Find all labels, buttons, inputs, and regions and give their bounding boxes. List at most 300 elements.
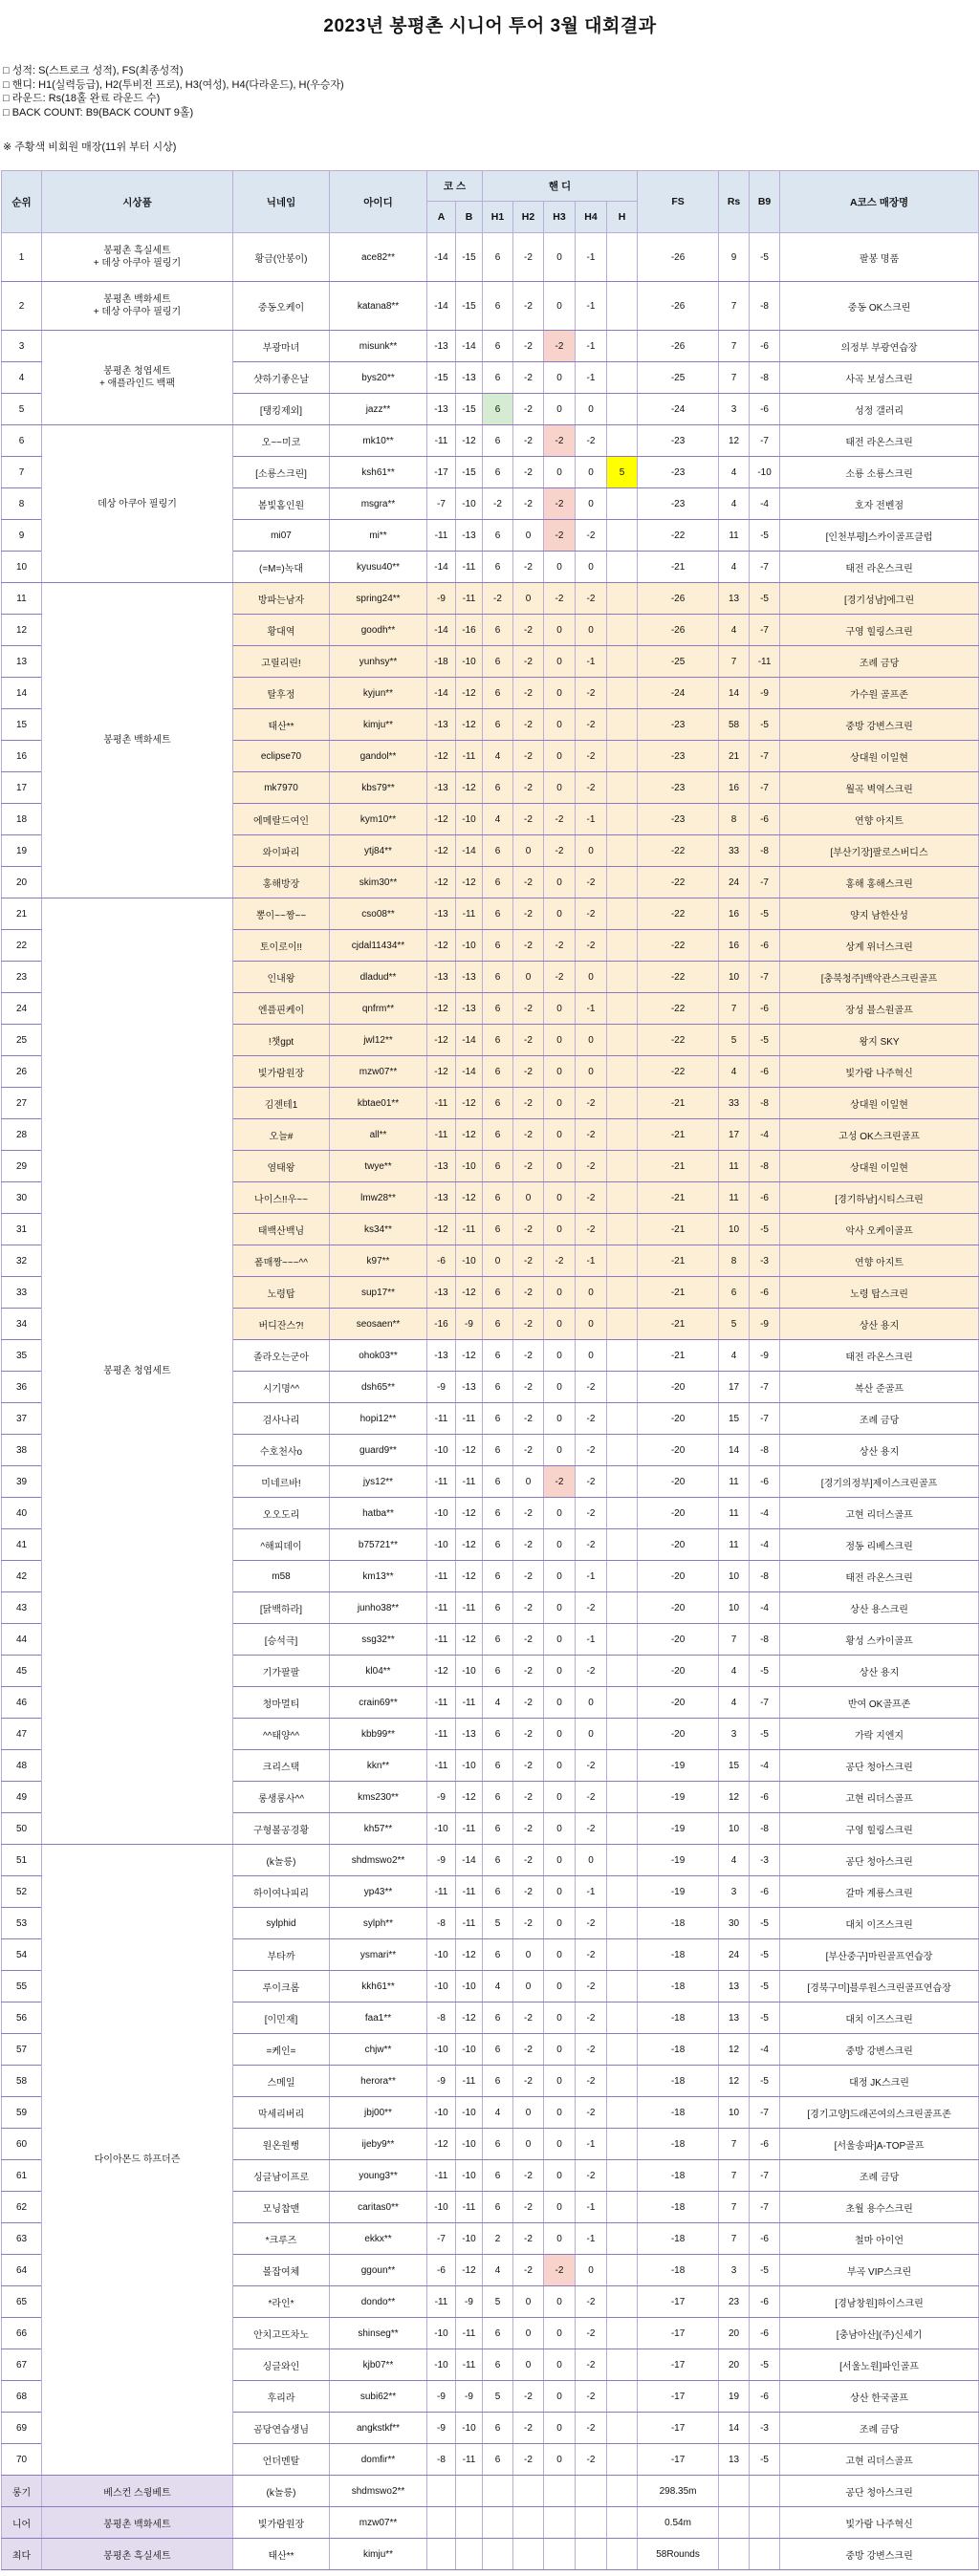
store-cell: 상산 용지 — [780, 1435, 979, 1466]
handicap-h1-cell: 6 — [483, 2192, 513, 2223]
handicap-h4-cell: -2 — [576, 1435, 607, 1466]
course-b-cell: -13 — [456, 1372, 483, 1403]
id-cell: herora** — [330, 2066, 427, 2097]
rs-cell: 4 — [719, 1656, 750, 1687]
store-cell: 황성 스카이골프 — [780, 1624, 979, 1656]
course-b-cell: -11 — [456, 898, 483, 930]
b9-cell: -6 — [750, 1466, 780, 1498]
handicap-h3-cell: 0 — [544, 2381, 576, 2413]
rank-cell: 55 — [2, 1971, 42, 2002]
rank-cell: 66 — [2, 2318, 42, 2349]
id-cell: kym10** — [330, 804, 427, 835]
header-rs: Rs — [719, 171, 750, 233]
id-cell: sylph** — [330, 1908, 427, 1939]
id-cell: jys12** — [330, 1466, 427, 1498]
header-h3: H3 — [544, 202, 576, 233]
handicap-h2-cell: 0 — [513, 1182, 544, 1214]
course-b-cell: -10 — [456, 2129, 483, 2160]
nickname-cell: 황금(안봉이) — [233, 233, 330, 282]
course-b-cell: -11 — [456, 1813, 483, 1845]
handicap-h-cell — [607, 425, 638, 457]
handicap-h2-cell: -2 — [513, 1151, 544, 1182]
course-a-cell: -6 — [427, 2255, 456, 2286]
course-b-cell: -12 — [456, 1561, 483, 1592]
prize-cell: 봉평촌 흑실세트 — [42, 2539, 233, 2570]
course-b-cell — [456, 2507, 483, 2539]
table-row — [2, 331, 979, 362]
store-cell: 조례 금당 — [780, 1403, 979, 1435]
handicap-h2-cell: -2 — [513, 2192, 544, 2223]
handicap-h3-cell: 0 — [544, 362, 576, 394]
handicap-h4-cell: -1 — [576, 993, 607, 1025]
handicap-h-cell — [607, 1025, 638, 1056]
course-b-cell — [456, 2476, 483, 2507]
handicap-h4-cell: -2 — [576, 898, 607, 930]
handicap-h1-cell: 6 — [483, 898, 513, 930]
course-b-cell: -10 — [456, 2097, 483, 2129]
course-b-cell: -12 — [456, 709, 483, 741]
handicap-h2-cell: -2 — [513, 1876, 544, 1908]
nonmember-note: ※ 주황색 비회원 매장(11위 부터 시상) — [3, 141, 177, 153]
handicap-h-cell — [607, 1403, 638, 1435]
handicap-h4-cell: -2 — [576, 2413, 607, 2444]
handicap-h-cell — [607, 2413, 638, 2444]
handicap-h4-cell: -2 — [576, 1592, 607, 1624]
course-b-cell: -11 — [456, 2192, 483, 2223]
id-cell: ijeby9** — [330, 2129, 427, 2160]
course-b-cell: -9 — [456, 2286, 483, 2318]
b9-cell: -3 — [750, 2413, 780, 2444]
rs-cell: 10 — [719, 1214, 750, 1245]
course-b-cell — [456, 2539, 483, 2570]
store-cell: 구영 힐링스크린 — [780, 615, 979, 646]
handicap-h4-cell: -2 — [576, 2160, 607, 2192]
handicap-h1-cell — [483, 2539, 513, 2570]
b9-cell: -6 — [750, 331, 780, 362]
rs-cell: 7 — [719, 2160, 750, 2192]
course-a-cell: -14 — [427, 552, 456, 583]
rs-cell: 19 — [719, 2381, 750, 2413]
handicap-h2-cell: -2 — [513, 898, 544, 930]
id-cell: young3** — [330, 2160, 427, 2192]
fs-cell: -23 — [638, 772, 719, 804]
handicap-h2-cell: -2 — [513, 425, 544, 457]
rs-cell: 30 — [719, 1908, 750, 1939]
handicap-h-cell — [607, 2381, 638, 2413]
nickname-cell: ^^태양^^ — [233, 1719, 330, 1750]
course-a-cell: -10 — [427, 2349, 456, 2381]
handicap-h3-cell: 0 — [544, 1656, 576, 1687]
course-a-cell — [427, 2507, 456, 2539]
id-cell: twye** — [330, 1151, 427, 1182]
nickname-cell: 태산** — [233, 709, 330, 741]
fs-cell: -20 — [638, 1498, 719, 1529]
rs-cell: 3 — [719, 394, 750, 425]
handicap-h-cell — [607, 2318, 638, 2349]
rs-cell: 4 — [719, 615, 750, 646]
fs-cell: -22 — [638, 1056, 719, 1088]
rs-cell: 3 — [719, 2255, 750, 2286]
nickname-cell: ^해피데이 — [233, 1529, 330, 1561]
fs-cell: -17 — [638, 2444, 719, 2476]
handicap-h2-cell: -2 — [513, 1119, 544, 1151]
id-cell: jbj00** — [330, 2097, 427, 2129]
course-a-cell: -10 — [427, 2034, 456, 2066]
nickname-cell: 부타까 — [233, 1939, 330, 1971]
store-cell: 상대원 이일현 — [780, 1088, 979, 1119]
course-b-cell: -10 — [456, 804, 483, 835]
id-cell: kkh61** — [330, 1971, 427, 2002]
store-cell: 연향 아지트 — [780, 804, 979, 835]
handicap-h4-cell: 0 — [576, 1719, 607, 1750]
handicap-h1-cell: 6 — [483, 1782, 513, 1813]
handicap-h2-cell: 0 — [513, 835, 544, 867]
nickname-cell: 졸라오는군아 — [233, 1340, 330, 1372]
handicap-h2-cell: -2 — [513, 362, 544, 394]
course-a-cell: -11 — [427, 1088, 456, 1119]
id-cell: kbs79** — [330, 772, 427, 804]
nickname-cell: 모닝찹맨 — [233, 2192, 330, 2223]
handicap-h4-cell: -2 — [576, 2381, 607, 2413]
prize-line: 데상 아쿠아 필링기 — [98, 498, 177, 509]
rs-cell: 6 — [719, 1277, 750, 1309]
course-b-cell: -14 — [456, 1025, 483, 1056]
handicap-h2-cell: -2 — [513, 2413, 544, 2444]
handicap-h1-cell: 6 — [483, 772, 513, 804]
rank-cell: 60 — [2, 2129, 42, 2160]
handicap-h1-cell: -2 — [483, 583, 513, 615]
b9-cell: -7 — [750, 615, 780, 646]
b9-cell: -4 — [750, 1592, 780, 1624]
fs-cell: -23 — [638, 804, 719, 835]
course-a-cell: -11 — [427, 2286, 456, 2318]
rank-cell: 13 — [2, 646, 42, 678]
fs-cell: -22 — [638, 898, 719, 930]
fs-cell: -23 — [638, 425, 719, 457]
nickname-cell: *크루즈 — [233, 2223, 330, 2255]
course-a-cell: -9 — [427, 583, 456, 615]
handicap-h-cell — [607, 2539, 638, 2570]
handicap-h1-cell: 5 — [483, 2381, 513, 2413]
id-cell: hopi12** — [330, 1403, 427, 1435]
handicap-h4-cell: -2 — [576, 1908, 607, 1939]
handicap-h2-cell: -2 — [513, 2444, 544, 2476]
handicap-h-cell — [607, 362, 638, 394]
rank-cell: 53 — [2, 1908, 42, 1939]
handicap-h4-cell: -2 — [576, 2286, 607, 2318]
nickname-cell: (k놀릉) — [233, 2476, 330, 2507]
handicap-h4-cell: -2 — [576, 2318, 607, 2349]
handicap-h4-cell: -2 — [576, 1151, 607, 1182]
rs-cell: 7 — [719, 282, 750, 331]
handicap-h3-cell — [544, 2507, 576, 2539]
rank-cell: 67 — [2, 2349, 42, 2381]
rs-cell: 12 — [719, 2066, 750, 2097]
fs-cell: -21 — [638, 1151, 719, 1182]
handicap-h-cell — [607, 2507, 638, 2539]
fs-cell: -21 — [638, 1088, 719, 1119]
b9-cell: -5 — [750, 1025, 780, 1056]
b9-cell: -5 — [750, 2349, 780, 2381]
b9-cell: -6 — [750, 2286, 780, 2318]
handicap-h4-cell: -1 — [576, 2192, 607, 2223]
rs-cell: 12 — [719, 2034, 750, 2066]
b9-cell — [750, 2476, 780, 2507]
rank-cell: 48 — [2, 1750, 42, 1782]
handicap-h4-cell: -1 — [576, 646, 607, 678]
course-b-cell: -14 — [456, 1056, 483, 1088]
id-cell: subi62** — [330, 2381, 427, 2413]
nickname-cell: 부광마녀 — [233, 331, 330, 362]
fs-cell: -20 — [638, 1372, 719, 1403]
handicap-h-cell — [607, 1498, 638, 1529]
b9-cell: -9 — [750, 1340, 780, 1372]
fs-cell: -21 — [638, 1214, 719, 1245]
course-a-cell: -10 — [427, 2318, 456, 2349]
store-cell: 홍해 홍해스크린 — [780, 867, 979, 898]
store-cell: 철마 아이언 — [780, 2223, 979, 2255]
fs-cell: -26 — [638, 583, 719, 615]
id-cell: seosaen** — [330, 1309, 427, 1340]
rank-cell: 22 — [2, 930, 42, 962]
nickname-cell: eclipse70 — [233, 741, 330, 772]
id-cell: kimju** — [330, 2539, 427, 2570]
id-cell: lmw28** — [330, 1182, 427, 1214]
handicap-h1-cell: 6 — [483, 457, 513, 488]
handicap-h3-cell: 0 — [544, 1971, 576, 2002]
rs-cell: 3 — [719, 1719, 750, 1750]
course-b-cell: -14 — [456, 331, 483, 362]
handicap-h-cell: 5 — [607, 457, 638, 488]
fs-cell: -20 — [638, 1624, 719, 1656]
handicap-h2-cell: -2 — [513, 457, 544, 488]
b9-cell: -7 — [750, 772, 780, 804]
handicap-h1-cell: 6 — [483, 331, 513, 362]
prize-cell — [42, 583, 233, 898]
handicap-h2-cell: -2 — [513, 1403, 544, 1435]
id-cell: jazz** — [330, 394, 427, 425]
rank-cell: 61 — [2, 2160, 42, 2192]
b9-cell: -4 — [750, 1529, 780, 1561]
rank-cell: 39 — [2, 1466, 42, 1498]
b9-cell: -8 — [750, 362, 780, 394]
handicap-h3-cell: 0 — [544, 2286, 576, 2318]
handicap-h2-cell: -2 — [513, 615, 544, 646]
id-cell: ekkx** — [330, 2223, 427, 2255]
b9-cell: -4 — [750, 1750, 780, 1782]
rank-cell: 38 — [2, 1435, 42, 1466]
id-cell: mi** — [330, 520, 427, 552]
store-cell: 사곡 보성스크린 — [780, 362, 979, 394]
store-cell: 빛가람 나주혁신 — [780, 1056, 979, 1088]
store-cell: 대치 이즈스크린 — [780, 1908, 979, 1939]
rs-cell: 7 — [719, 2192, 750, 2223]
nickname-cell: 염태왕 — [233, 1151, 330, 1182]
course-b-cell: -13 — [456, 962, 483, 993]
course-b-cell: -11 — [456, 2066, 483, 2097]
b9-cell: -7 — [750, 1687, 780, 1719]
handicap-h-cell — [607, 2476, 638, 2507]
handicap-h1-cell: 6 — [483, 2129, 513, 2160]
b9-cell: -7 — [750, 741, 780, 772]
b9-cell: -5 — [750, 898, 780, 930]
nickname-cell: sylphid — [233, 1908, 330, 1939]
handicap-h4-cell: -1 — [576, 362, 607, 394]
course-a-cell: -11 — [427, 1592, 456, 1624]
store-cell: 장성 블스원골프 — [780, 993, 979, 1025]
b9-cell: -3 — [750, 1845, 780, 1876]
handicap-h3-cell: 0 — [544, 741, 576, 772]
handicap-h2-cell: -2 — [513, 709, 544, 741]
store-cell: 고성 OK스크린골프 — [780, 1119, 979, 1151]
fs-cell: -22 — [638, 520, 719, 552]
rs-cell: 13 — [719, 2444, 750, 2476]
course-b-cell: -15 — [456, 394, 483, 425]
handicap-h1-cell: 4 — [483, 741, 513, 772]
handicap-h-cell — [607, 1971, 638, 2002]
store-cell: 공단 청아스크린 — [780, 1845, 979, 1876]
handicap-h-cell — [607, 1119, 638, 1151]
handicap-h-cell — [607, 2002, 638, 2034]
course-b-cell: -11 — [456, 1403, 483, 1435]
handicap-h3-cell: 0 — [544, 898, 576, 930]
handicap-h1-cell: 6 — [483, 1939, 513, 1971]
fs-cell: -18 — [638, 2129, 719, 2160]
b9-cell: -5 — [750, 1971, 780, 2002]
course-a-cell: -12 — [427, 835, 456, 867]
handicap-h4-cell: 0 — [576, 394, 607, 425]
rank-cell: 63 — [2, 2223, 42, 2255]
fs-cell: -19 — [638, 1876, 719, 1908]
rs-cell: 12 — [719, 425, 750, 457]
nickname-cell: 방파는남자 — [233, 583, 330, 615]
b9-cell: -5 — [750, 709, 780, 741]
handicap-h3-cell: 0 — [544, 1719, 576, 1750]
course-a-cell: -10 — [427, 1498, 456, 1529]
special-award-row — [2, 2476, 979, 2507]
handicap-h-cell — [607, 331, 638, 362]
handicap-h4-cell: -1 — [576, 2129, 607, 2160]
store-cell: 대정 JK스크린 — [780, 2066, 979, 2097]
store-cell: 빛가람 나주혁신 — [780, 2507, 979, 2539]
id-cell: shdmswo2** — [330, 1845, 427, 1876]
handicap-h-cell — [607, 2097, 638, 2129]
fs-cell: -23 — [638, 741, 719, 772]
store-cell: 가락 지엔지 — [780, 1719, 979, 1750]
course-b-cell: -10 — [456, 2160, 483, 2192]
handicap-h2-cell: -2 — [513, 1719, 544, 1750]
handicap-h3-cell: 0 — [544, 1340, 576, 1372]
handicap-h2-cell: -2 — [513, 646, 544, 678]
rank-cell: 24 — [2, 993, 42, 1025]
store-cell: 태전 라온스크린 — [780, 425, 979, 457]
store-cell: 고현 리더스골프 — [780, 2444, 979, 2476]
course-b-cell: -12 — [456, 2002, 483, 2034]
course-b-cell: -11 — [456, 1876, 483, 1908]
course-a-cell: -11 — [427, 1719, 456, 1750]
nickname-cell: 볼잡여체 — [233, 2255, 330, 2286]
special-award-row — [2, 2507, 979, 2539]
handicap-h1-cell: 6 — [483, 962, 513, 993]
rank-cell: 47 — [2, 1719, 42, 1750]
course-b-cell: -15 — [456, 282, 483, 331]
id-cell: angkstkf** — [330, 2413, 427, 2444]
nickname-cell: 와이파리 — [233, 835, 330, 867]
nickname-cell: 루이크롬 — [233, 1971, 330, 2002]
results-table — [1, 170, 979, 2570]
header-course-a: A — [427, 202, 456, 233]
rank-cell: 15 — [2, 709, 42, 741]
b9-cell: -5 — [750, 2444, 780, 2476]
rank-cell: 69 — [2, 2413, 42, 2444]
record-cell: 0.54m — [638, 2507, 719, 2539]
handicap-h2-cell: 0 — [513, 1971, 544, 2002]
id-cell: faa1** — [330, 2002, 427, 2034]
handicap-h-cell — [607, 1750, 638, 1782]
id-cell: ggoun** — [330, 2255, 427, 2286]
handicap-h1-cell: 6 — [483, 1214, 513, 1245]
rank-cell: 56 — [2, 2002, 42, 2034]
course-a-cell: -10 — [427, 2192, 456, 2223]
handicap-h-cell — [607, 835, 638, 867]
nickname-cell: 하이여나피리 — [233, 1876, 330, 1908]
b9-cell: -4 — [750, 2034, 780, 2066]
prize-line: + 애플라인드 백팩 — [98, 379, 176, 389]
handicap-h3-cell: 0 — [544, 394, 576, 425]
nickname-cell: 오~~미코 — [233, 425, 330, 457]
handicap-h4-cell: 0 — [576, 488, 607, 520]
award-label-cell: 최다 — [2, 2539, 42, 2570]
b9-cell: -6 — [750, 2381, 780, 2413]
rank-cell: 34 — [2, 1309, 42, 1340]
handicap-h1-cell: 4 — [483, 804, 513, 835]
nickname-cell: 막세리버리 — [233, 2097, 330, 2129]
nickname-cell: 황대역 — [233, 615, 330, 646]
id-cell: b75721** — [330, 1529, 427, 1561]
handicap-h3-cell: 0 — [544, 2129, 576, 2160]
handicap-h1-cell: 5 — [483, 2286, 513, 2318]
course-b-cell: -16 — [456, 615, 483, 646]
rank-cell: 58 — [2, 2066, 42, 2097]
id-cell: mzw07** — [330, 2507, 427, 2539]
course-b-cell: -10 — [456, 1245, 483, 1277]
rank-cell: 29 — [2, 1151, 42, 1182]
rs-cell: 4 — [719, 552, 750, 583]
handicap-h1-cell: 6 — [483, 615, 513, 646]
rs-cell — [719, 2476, 750, 2507]
id-cell: mzw07** — [330, 1056, 427, 1088]
handicap-h1-cell: 0 — [483, 1245, 513, 1277]
handicap-h-cell — [607, 2223, 638, 2255]
handicap-h-cell — [607, 1813, 638, 1845]
fs-cell: -20 — [638, 1719, 719, 1750]
course-b-cell: -11 — [456, 583, 483, 615]
course-b-cell: -10 — [456, 1971, 483, 2002]
rs-cell: 17 — [719, 1119, 750, 1151]
handicap-h3-cell: 0 — [544, 1561, 576, 1592]
handicap-h1-cell: 6 — [483, 709, 513, 741]
rank-cell: 12 — [2, 615, 42, 646]
course-a-cell: -12 — [427, 804, 456, 835]
rank-cell: 54 — [2, 1939, 42, 1971]
handicap-h2-cell: -2 — [513, 1245, 544, 1277]
handicap-h1-cell: 6 — [483, 2318, 513, 2349]
course-a-cell: -13 — [427, 898, 456, 930]
store-cell: 상계 위너스크린 — [780, 930, 979, 962]
id-cell: bys20** — [330, 362, 427, 394]
handicap-h-cell — [607, 1656, 638, 1687]
prize-line: + 데상 아쿠아 필링기 — [93, 258, 182, 269]
